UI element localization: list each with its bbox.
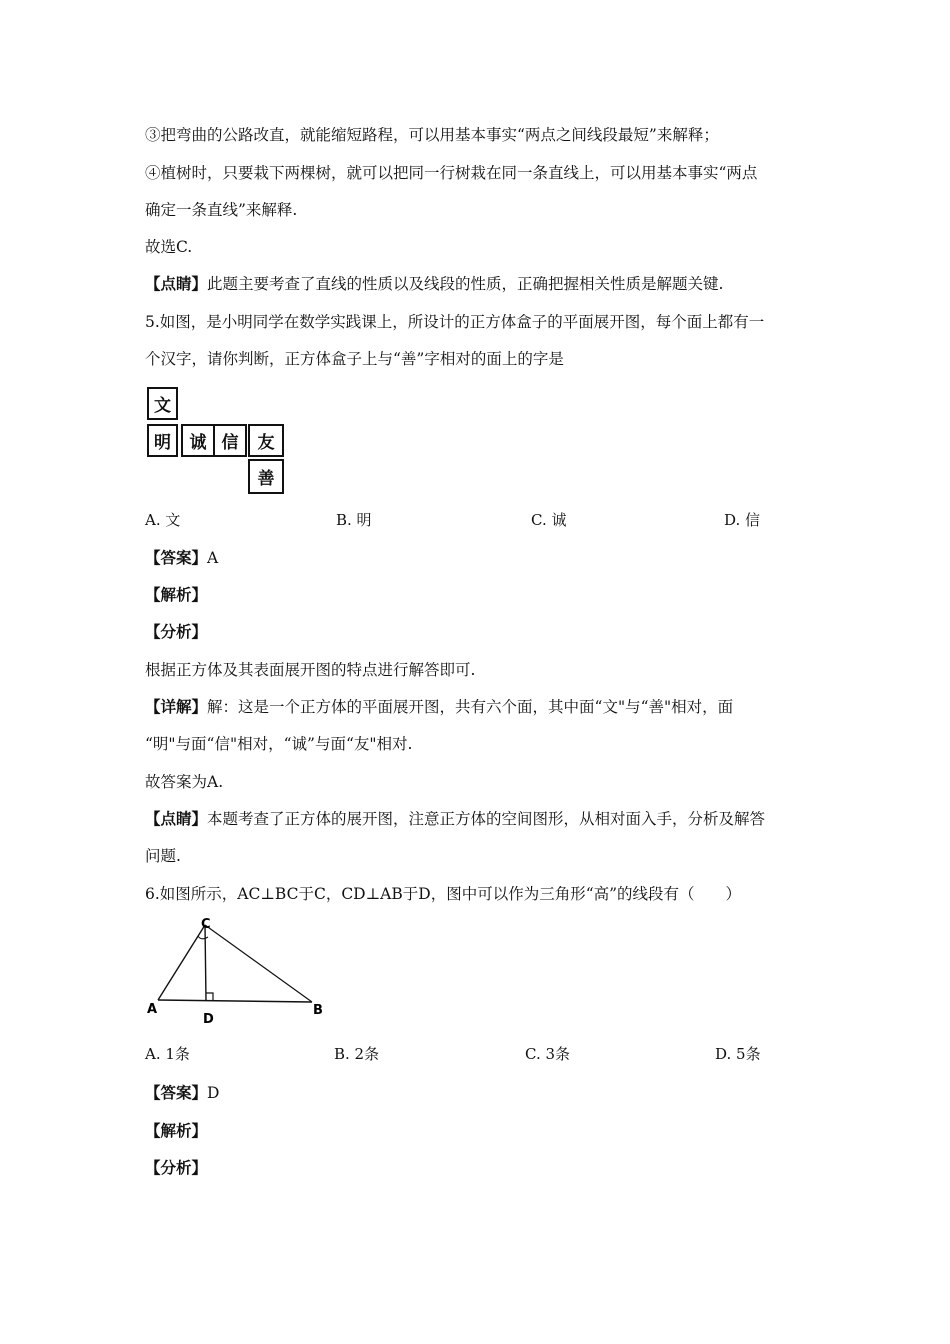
section-tag: 【点睛】 [145, 809, 208, 828]
answer-value: A [207, 549, 219, 567]
label-b: B [313, 1003, 323, 1018]
label-a: A [147, 1002, 158, 1017]
section-text: 解：这是一个正方体的平面展开图，共有六个面，其中面“文"与“善"相对，面 [207, 698, 734, 716]
text-line: ④植树时，只要栽下两棵树，就可以把同一行树栽在同一条直线上，可以用基本事实“两点 [145, 164, 758, 182]
section-text: 此题主要考查了直线的性质以及线段的性质，正确把握相关性质是解题关键. [207, 275, 724, 293]
text-line: 确定一条直线”来解释. [145, 201, 298, 219]
section-tag: 【详解】 [145, 697, 208, 716]
text-line [145, 697, 733, 717]
label-d: D [203, 1012, 214, 1027]
section-tag: 【解析】 [145, 1121, 208, 1140]
answer-6 [145, 1083, 219, 1103]
net-face-wen: 文 [147, 387, 178, 420]
text-line [145, 274, 723, 294]
triangle-figure [140, 915, 340, 1030]
section-tag: 【分析】 [145, 622, 208, 641]
text-line: ③把弯曲的公路改直，就能缩短路程，可以用基本事实“两点之间线段最短”来解释； [145, 126, 719, 144]
q6-option-a: A. 1条 [145, 1045, 190, 1063]
section-tag: 【答案】 [145, 548, 208, 567]
right-angle-mark-c [198, 936, 208, 939]
question-5-text: 个汉字，请你判断，正方体盒子上与“善”字相对的面上的字是 [145, 350, 564, 368]
text-line: “明"与面“信"相对，“诚”与面“友"相对. [145, 735, 413, 753]
q5-option-c: C. 诚 [531, 511, 567, 529]
section-tag: 【答案】 [145, 1083, 208, 1102]
net-face-xin: 信 [213, 424, 247, 457]
text-line: 故答案为A. [145, 773, 224, 791]
q5-option-b: B. 明 [336, 511, 372, 529]
net-face-cheng: 诚 [181, 424, 215, 457]
q5-option-d: D. 信 [724, 511, 761, 529]
q6-option-d: D. 5条 [715, 1045, 761, 1063]
q5-option-a: A. 文 [145, 511, 181, 529]
label-c: C [201, 917, 211, 932]
altitude-cd [205, 925, 206, 1001]
text-line [145, 809, 765, 829]
side-cb [205, 925, 312, 1002]
net-face-shan: 善 [248, 459, 284, 494]
question-6-text: 6.如图所示，AC⊥BC于C，CD⊥AB于D，图中可以作为三角形“高”的线段有（ ） [145, 885, 742, 903]
text-line: 根据正方体及其表面展开图的特点进行解答即可. [145, 661, 476, 679]
section-tag: 【点睛】 [145, 274, 208, 293]
question-5-text: 5.如图，是小明同学在数学实践课上，所设计的正方体盒子的平面展开图，每个面上都有一 [145, 313, 765, 331]
section-tag: 【分析】 [145, 1158, 208, 1177]
answer-5 [145, 548, 218, 568]
answer-value: D [207, 1084, 220, 1102]
text-line: 问题. [145, 847, 181, 865]
right-angle-mark-d [206, 993, 213, 1001]
net-face-you: 友 [248, 424, 284, 457]
q6-option-c: C. 3条 [525, 1045, 571, 1063]
net-face-ming: 明 [147, 424, 178, 457]
text-line: 故选C. [145, 238, 193, 256]
section-tag: 【解析】 [145, 585, 208, 604]
section-text: 本题考查了正方体的展开图，注意正方体的空间图形，从相对面入手，分析及解答 [207, 810, 766, 828]
side-ab [158, 1000, 312, 1002]
q6-option-b: B. 2条 [334, 1045, 380, 1063]
